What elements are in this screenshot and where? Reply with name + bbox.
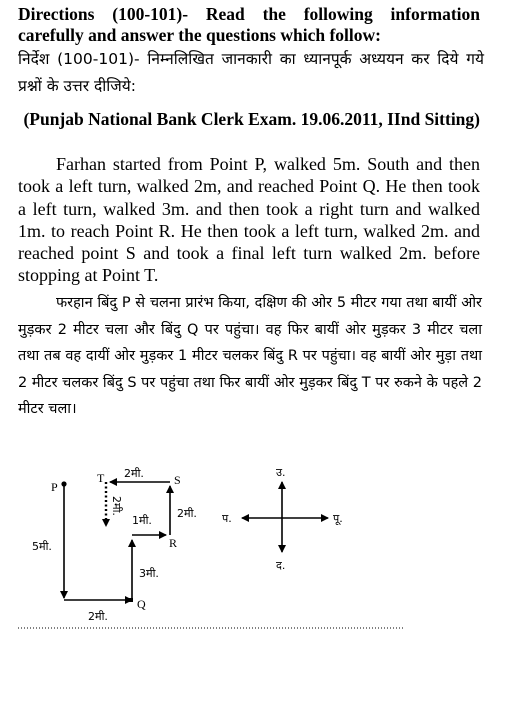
exam-source: (Punjab National Bank Clerk Exam. 19.06.2011, IInd Sitting) xyxy=(23,109,480,129)
point-t-label: T xyxy=(97,471,105,485)
directions-english: Directions (100-101)- Read the following information carefully and answer the questions which follow: xyxy=(18,4,480,45)
distance-top-label: 2मी. xyxy=(124,467,144,480)
point-q-marker xyxy=(129,598,133,602)
compass-north-label: उ. xyxy=(276,466,286,479)
passage-hindi: फरहान बिंदु P से चलना प्रारंभ किया, दक्षिण की ओर 5 मीटर गया तथा बायीं ओर मुड़कर 2 मीटर चला और बिंदु Q पर पहुंचा। वह फिर बायीं ओर मुड़कर 3 मीटर चला तथा तब वह दायीं ओर मुड़कर 1 मीटर चलकर बिंदु R पर पहुंचा। वह बायीं ओर मुड़ा तथा 2 मीटर चलकर बिंदु S पर पहुंचा तथा फिर बायीं ओर मुड़कर बिंदु T पर रुकने के पहले 2 मीटर चला। xyxy=(18,295,482,417)
distance-s-t-label: 2मी. xyxy=(110,496,123,516)
point-q-label: Q xyxy=(137,597,146,611)
distance-r-s-label: 2मी. xyxy=(177,507,197,520)
distance-bottom-label: 2मी. xyxy=(88,610,108,623)
compass xyxy=(242,482,328,552)
passage-english: Farhan started from Point P, walked 5m. South and then took a left turn, walked 2m, and reached Point Q. He then took a left turn, walked 3m. and then took a right turn and walked 1m. to reach Point R. He then took a left turn, walked 2m. and reached point S and took a final left turn walked 2m. before stopping at Point T. xyxy=(18,154,480,286)
point-p-dot xyxy=(61,481,66,486)
directions-hindi: निर्देश (100-101)- निम्नलिखित जानकारी का ध्यानपूर्क अध्ययन कर दिये गये प्रश्नों के उत्तर दीजिये: xyxy=(18,50,484,95)
distance-5m-label: 5मी. xyxy=(32,540,52,553)
compass-south-label: द. xyxy=(276,559,286,572)
compass-west-label: प. xyxy=(222,512,232,525)
point-r-label: R xyxy=(169,536,178,550)
distance-3m-label: 3मी. xyxy=(139,567,159,580)
distance-1m-label: 1मी. xyxy=(132,514,152,527)
compass-east-label: पू. xyxy=(333,512,343,525)
point-p-label: P xyxy=(51,480,58,494)
point-s-label: S xyxy=(174,473,181,487)
